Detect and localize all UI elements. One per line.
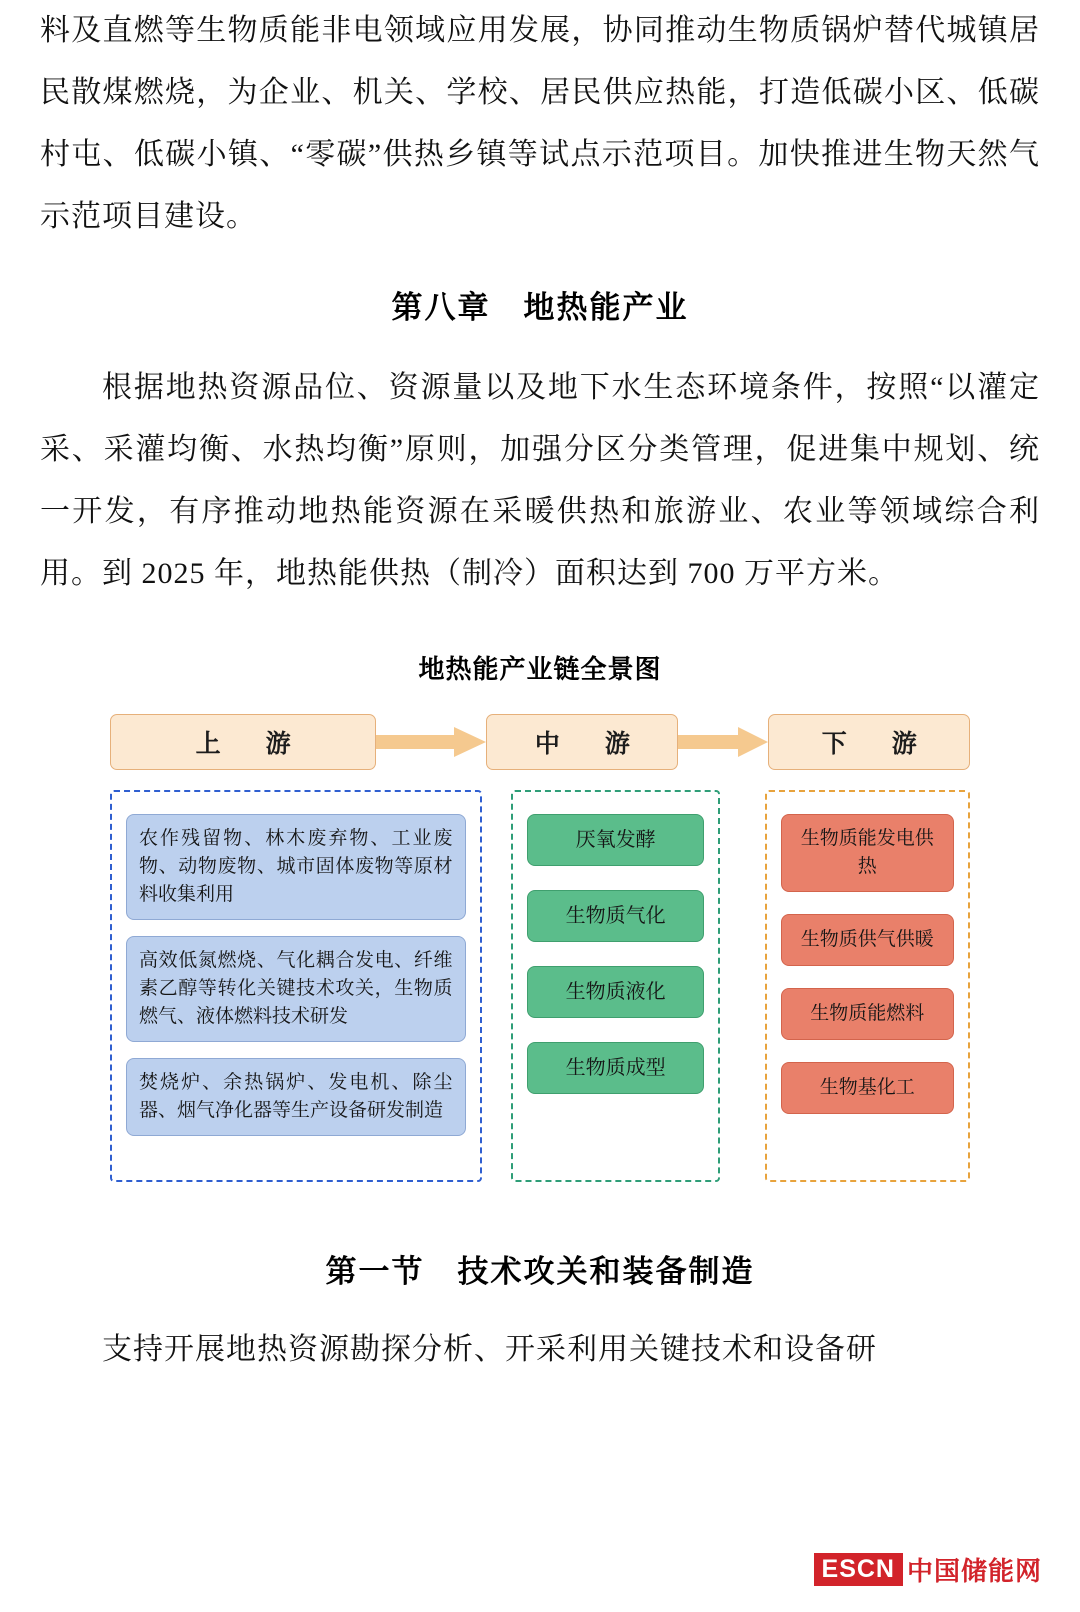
- stage-header-row: [110, 712, 970, 772]
- downstream-item: 生物质能发电供热: [781, 814, 954, 892]
- upstream-item: 农作残留物、林木废弃物、工业废物、动物废物、城市固体废物等原材料收集利用: [126, 814, 466, 920]
- top-paragraph: 料及直燃等生物质能非电领域应用发展，协同推动生物质锅炉替代城镇居民散煤燃烧，为企业、机关、学校、居民供应热能，打造低碳小区、低碳村屯、低碳小镇、“零碳”供热乡镇等试点示范项目。加快推进生物天然气示范项目建设。: [40, 14, 1040, 233]
- arrow-midstream-to-downstream: [678, 727, 768, 757]
- stage-midstream: 中 游: [486, 714, 678, 770]
- chart-area: [110, 712, 970, 1182]
- section-title: 第一节 技术攻关和装备制造: [325, 1254, 755, 1289]
- midstream-item: 生物质气化: [527, 890, 704, 942]
- midstream-column: [511, 790, 720, 1182]
- downstream-item: 生物质能燃料: [781, 988, 954, 1040]
- stage-upstream: 上 游: [110, 714, 376, 770]
- downstream-column: [765, 790, 970, 1182]
- site-watermark: [814, 1552, 1042, 1586]
- upstream-column: [110, 790, 482, 1182]
- upstream-item: 焚烧炉、余热锅炉、发电机、除尘器、烟气净化器等生产设备研发制造: [126, 1058, 466, 1136]
- upstream-item: 高效低氮燃烧、气化耦合发电、纤维素乙醇等转化关键技术攻关，生物质燃气、液体燃料技术研发: [126, 936, 466, 1042]
- watermark-mark: ESCN: [814, 1553, 903, 1586]
- chapter-title: 第八章 地热能产业: [391, 290, 689, 325]
- stage-downstream: 下 游: [768, 714, 970, 770]
- industry-chain-figure: [40, 649, 1040, 1182]
- midstream-item: 生物质液化: [527, 966, 704, 1018]
- watermark-text: 中国储能网: [906, 1555, 1042, 1586]
- section-paragraph: 支持开展地热资源勘探分析、开采利用关键技术和设备研: [102, 1333, 877, 1366]
- midstream-item: 厌氧发酵: [527, 814, 704, 866]
- midstream-item: 生物质成型: [527, 1042, 704, 1094]
- chapter-paragraph: 根据地热资源品位、资源量以及地下水生态环境条件，按照“以灌定采、采灌均衡、水热均衡”原则，加强分区分类管理，促进集中规划、统一开发，有序推动地热能资源在采暖供热和旅游业、农业等领域综合利用。到 2025 年，地热能供热（制冷）面积达到 700 万平方米。: [40, 371, 1040, 590]
- chain-columns: [110, 790, 970, 1182]
- arrow-upstream-to-midstream: [376, 727, 486, 757]
- figure-title: 地热能产业链全景图: [418, 654, 662, 684]
- downstream-item: 生物基化工: [781, 1062, 954, 1114]
- downstream-item: 生物质供气供暖: [781, 914, 954, 966]
